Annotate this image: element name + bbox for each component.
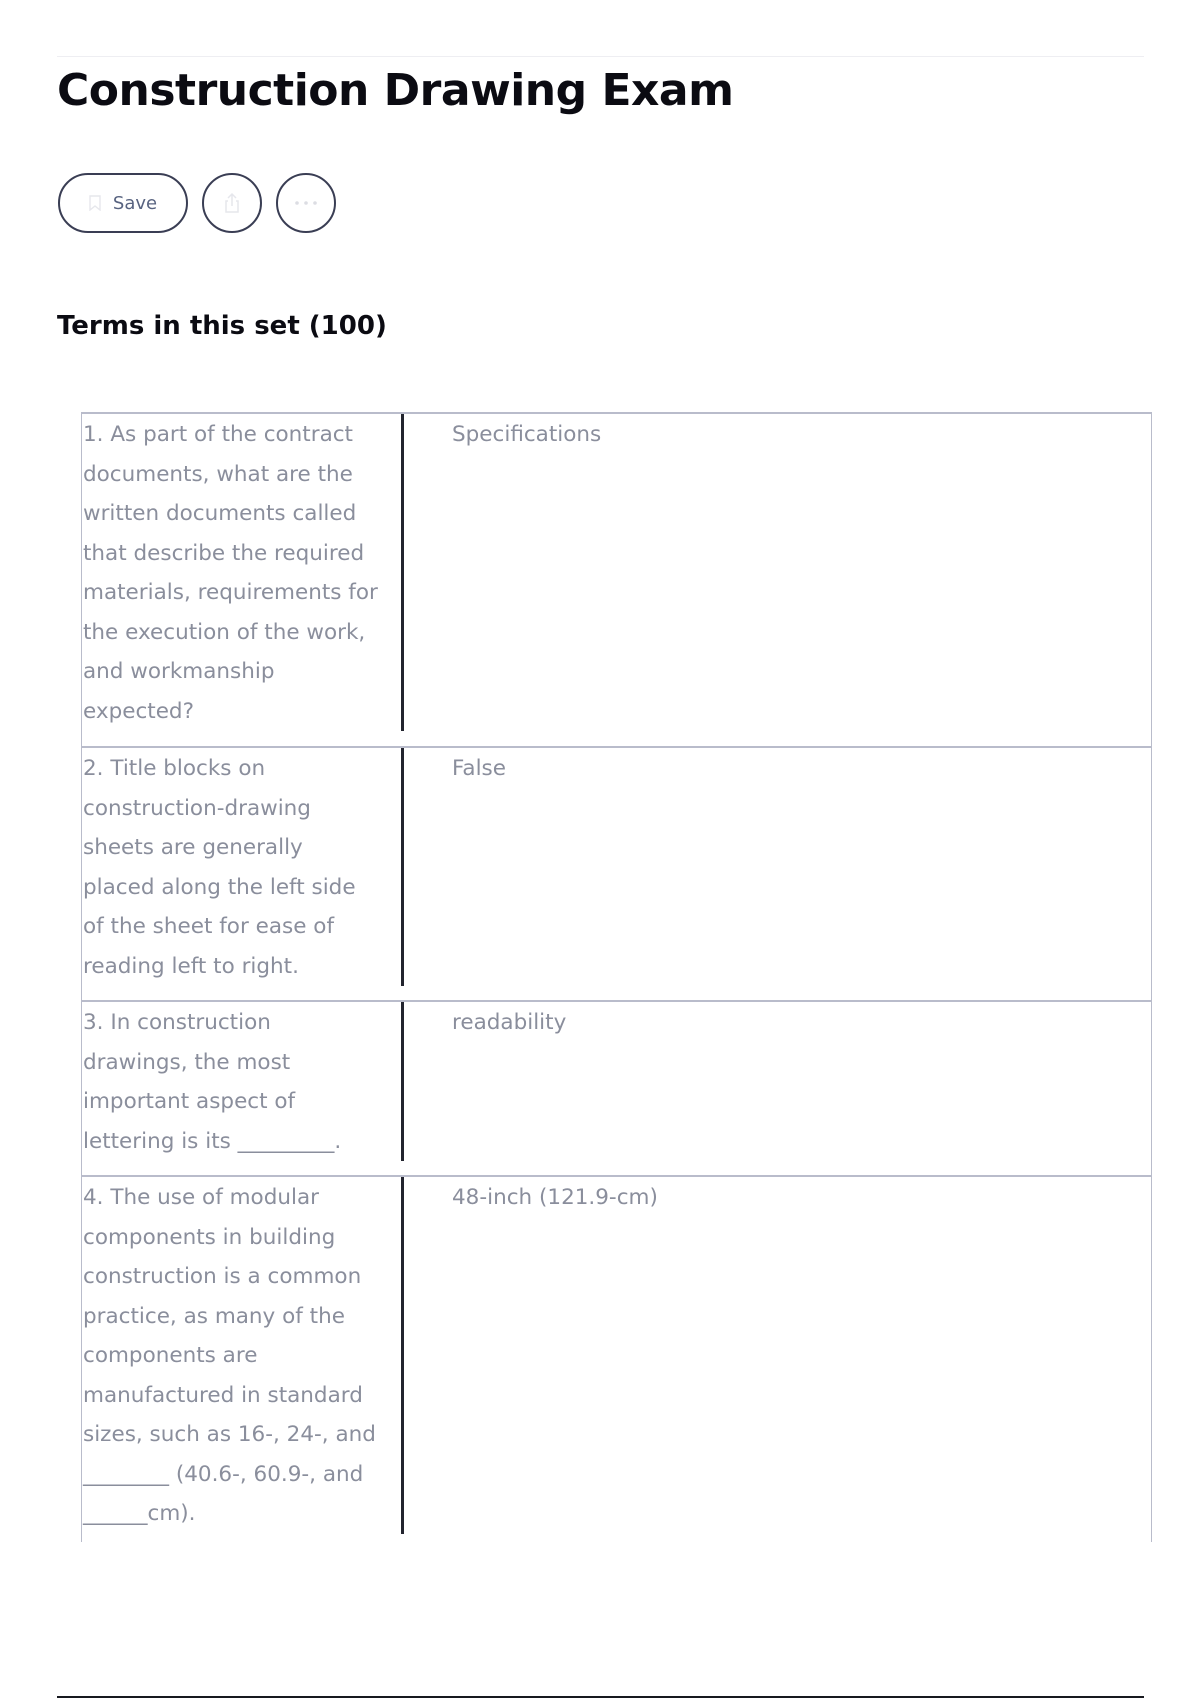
column-divider bbox=[401, 748, 404, 986]
term-question: 4. The use of modular components in building construction is a common practice, as many of the components are manufactured in standard sizes, such as 16-, 24-, and ________ (40.6-, 60.9-, and ______cm). bbox=[83, 1185, 376, 1526]
term-question: 3. In construction drawings, the most important aspect of lettering is its _________. bbox=[83, 1010, 342, 1154]
more-icon bbox=[294, 200, 318, 206]
top-divider bbox=[57, 56, 1144, 57]
column-divider bbox=[401, 414, 404, 731]
save-label: Save bbox=[112, 192, 158, 214]
page-title: Construction Drawing Exam bbox=[57, 65, 734, 116]
bookmark-icon bbox=[89, 195, 101, 211]
term-answer: 48-inch (121.9-cm) bbox=[452, 1185, 658, 1210]
term-answer: readability bbox=[452, 1010, 567, 1035]
term-question: 1. As part of the contract documents, what are the written documents called that describe the required materials, requirements for the execution of the work, and workmanship expected? bbox=[83, 422, 378, 724]
term-question: 2. Title blocks on construction-drawing sheets are generally placed along the left side of the sheet for ease of reading left to right. bbox=[83, 756, 356, 979]
save-button[interactable] bbox=[58, 173, 188, 233]
term-row[interactable] bbox=[82, 414, 1151, 748]
toolbar bbox=[58, 173, 336, 233]
share-button[interactable] bbox=[202, 173, 262, 233]
terms-heading: Terms in this set (100) bbox=[57, 311, 387, 341]
term-row[interactable] bbox=[82, 748, 1151, 1002]
term-answer: Specifications bbox=[452, 422, 602, 447]
term-row[interactable] bbox=[82, 1002, 1151, 1177]
more-options-button[interactable] bbox=[276, 173, 336, 233]
column-divider bbox=[401, 1177, 404, 1534]
bottom-divider bbox=[57, 1696, 1144, 1698]
term-answer: False bbox=[452, 756, 506, 781]
share-icon bbox=[222, 192, 242, 214]
terms-table bbox=[81, 412, 1152, 1542]
term-row[interactable] bbox=[82, 1177, 1151, 1542]
column-divider bbox=[401, 1002, 404, 1161]
